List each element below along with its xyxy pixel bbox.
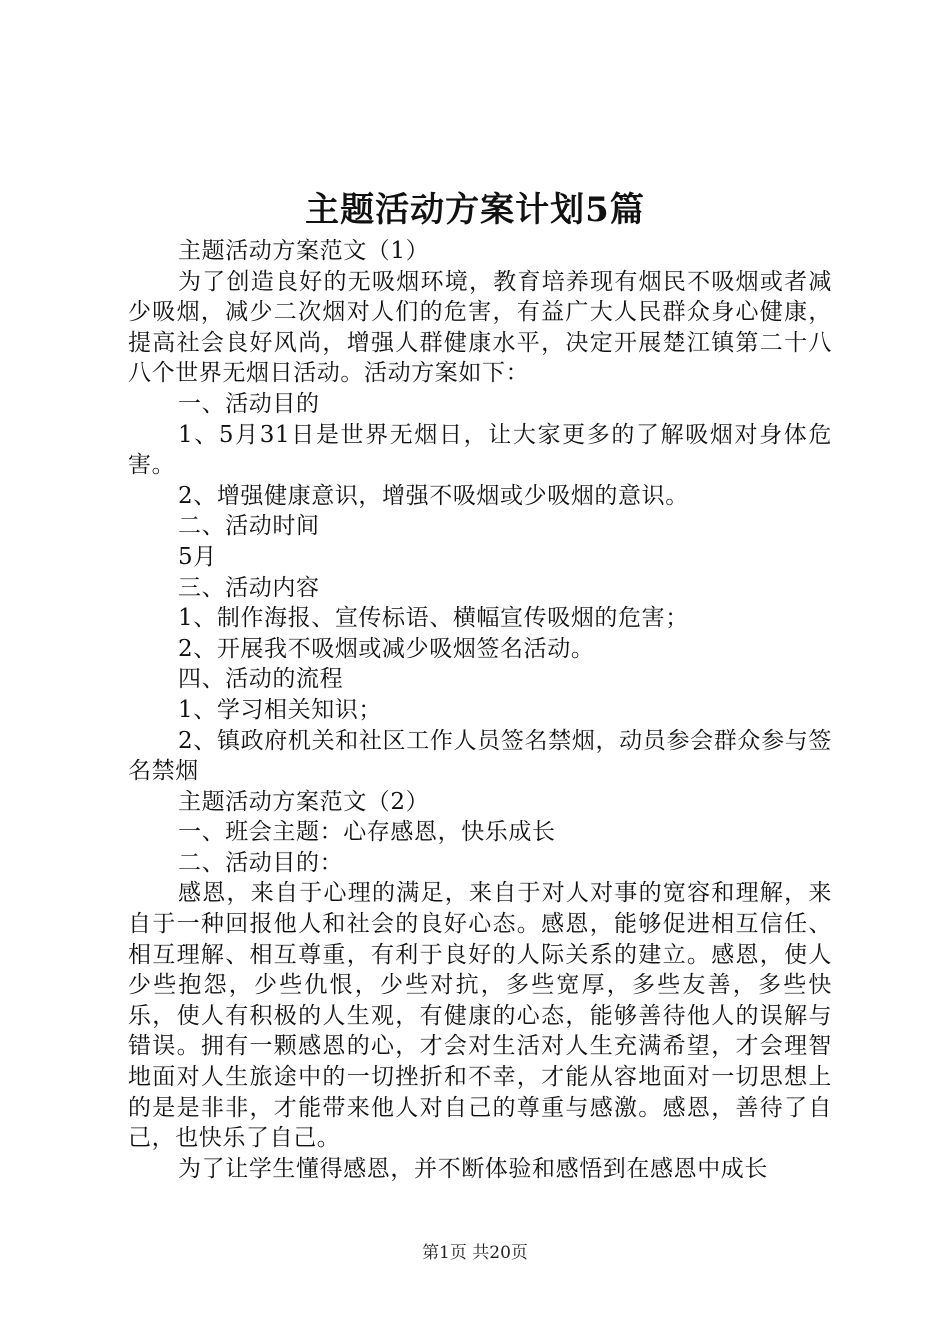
paragraph: 二、活动时间 — [178, 513, 320, 540]
paragraph: 1、制作海报、宣传标语、横幅宣传吸烟的危害； — [178, 605, 689, 632]
page-footer: 第1页 共20页 — [422, 1243, 528, 1263]
paragraph: 四、活动的流程 — [178, 666, 344, 693]
paragraph: 1、学习相关知识； — [178, 696, 383, 723]
paragraph: 2、增强健康意识，增强不吸烟或少吸烟的意识。 — [178, 482, 689, 509]
paragraph: 主题活动方案范文（1） — [178, 238, 430, 264]
paragraph: 一、活动目的 — [178, 390, 320, 417]
paragraph: 一、班会主题：心存感恩，快乐成长 — [178, 819, 556, 846]
paragraph: 5月 — [178, 543, 217, 570]
paragraph: 主题活动方案范文（2） — [178, 788, 430, 815]
paragraph: 2、开展我不吸烟或减少吸烟签名活动。 — [178, 635, 595, 662]
paragraph: 为了创造良好的无吸烟环境，教育培养现有烟民不吸烟或者减少吸烟，减少二次烟对人们的危害，有益广大人民群众身心健康，提高社会良好风尚，增强人群健康水平，决定开展楚江镇第二十八八个世界无烟日活动。活动方案如下： — [128, 268, 832, 387]
paragraph: 2、镇政府机关和社区工作人员签名禁烟，动员参会群众参与签名禁烟 — [128, 727, 832, 785]
paragraph: 二、活动目的： — [178, 849, 344, 876]
document-body — [128, 236, 832, 1184]
paragraph: 1、5月31日是世界无烟日，让大家更多的了解吸烟对身体危害。 — [128, 421, 832, 479]
document-title: 主题活动方案计划5篇 — [305, 190, 645, 230]
paragraph: 感恩，来自于心理的满足，来自于对人对事的宽容和理解，来自于一种回报他人和社会的良好心态。感恩，能够促进相互信任、相互理解、相互尊重，有利于良好的人际关系的建立。感恩，使人少些抱怨，少些仇恨，少些对抗，多些宽厚，多些友善，多些快乐，使人有积极的人生观，有健康的心态，能够善待他人的误解与错误。拥有一颗感恩的心，才会对生活对人生充满希望，才会理智地面对人生旅途中的一切挫折和不幸，才能从容地面对一切思想上的是是非非，才能带来他人对自己的尊重与感激。感恩，善待了自己，也快乐了自己。 — [128, 880, 832, 1152]
paragraph: 为了让学生懂得感恩，并不断体验和感悟到在感恩中成长 — [178, 1155, 768, 1182]
paragraph: 三、活动内容 — [178, 574, 320, 601]
